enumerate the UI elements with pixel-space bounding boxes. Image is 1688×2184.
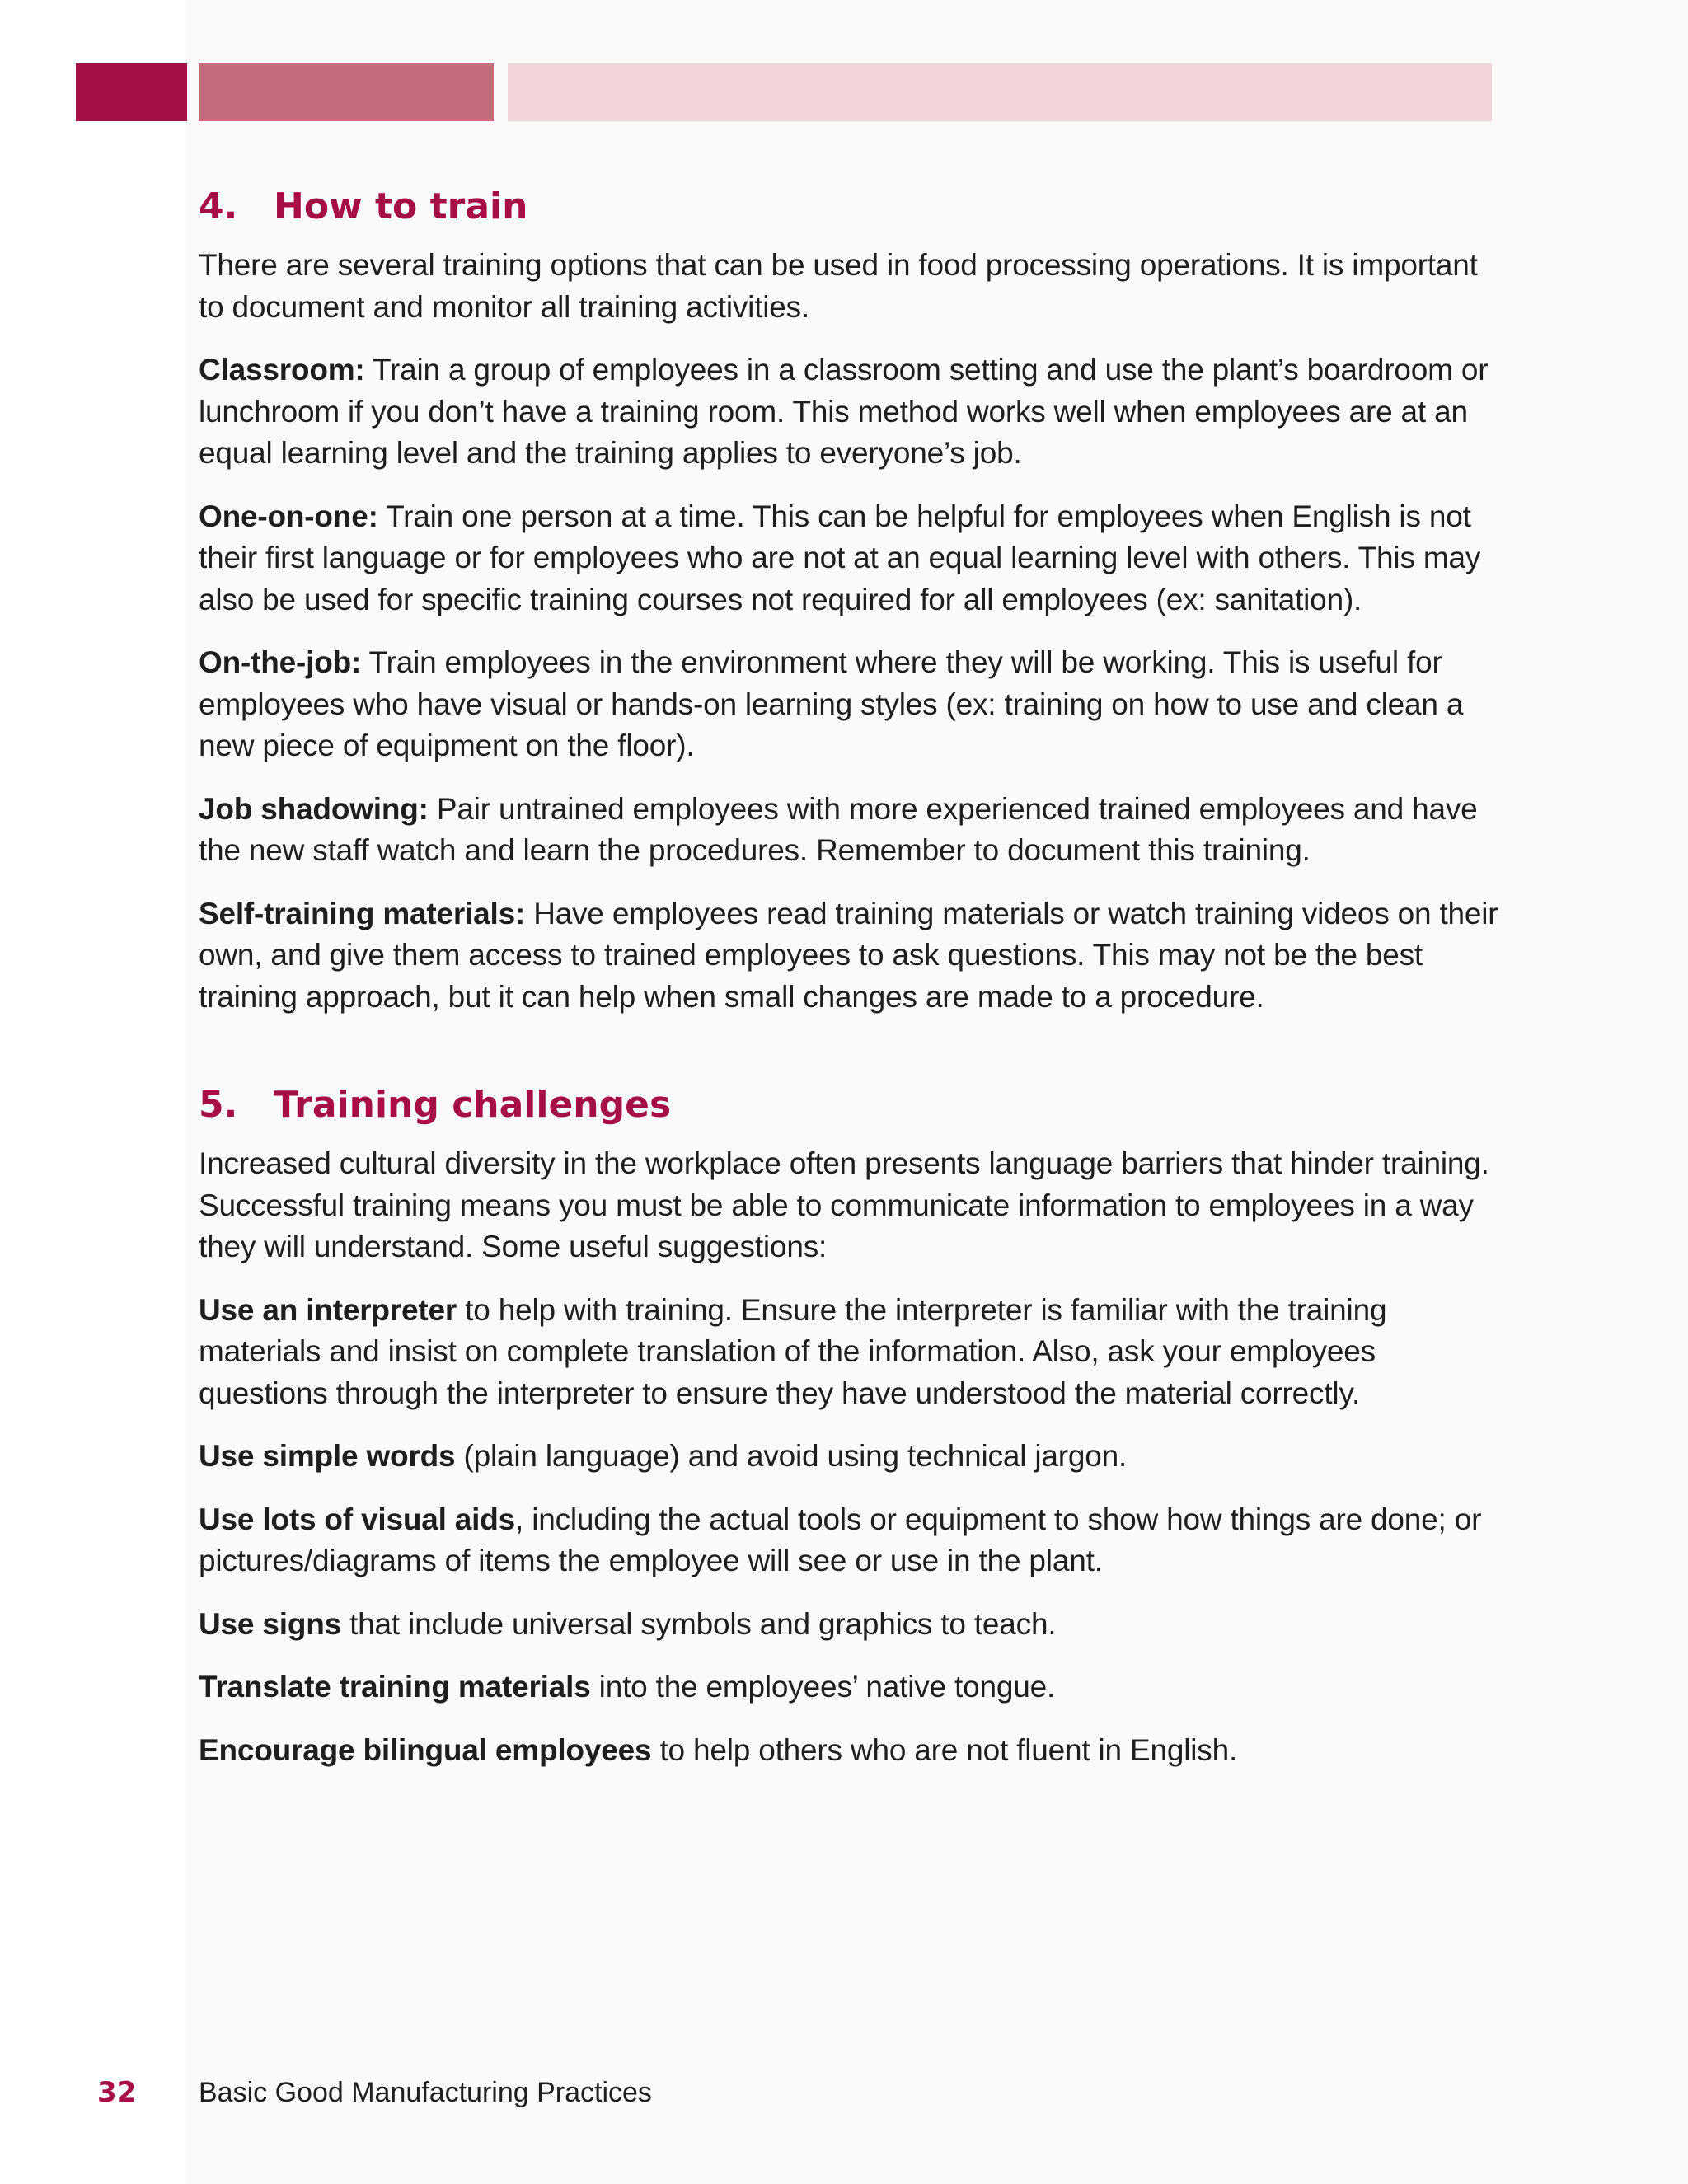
suggestion-description: , including the actual tools or equipment to show how things are done; or pictures/diagrams of items the employee will see or use in the plant. [199, 1502, 1482, 1577]
training-option-classroom [199, 349, 1501, 475]
suggestion-term: Translate training materials [199, 1670, 591, 1704]
option-description: Have employees read training materials or watch training videos on their own, and give them access to trained employees to ask questions. This may not be the best training approach, but it can help when small changes are made to a procedure. [199, 896, 1498, 1014]
option-description: Train a group of employees in a classroom setting and use the plant’s boardroom or lunchroom if you don’t have a training room. This method works well when employees are at an equal learning level and the training applies to everyone’s job. [199, 353, 1489, 470]
page-number: 32 [97, 2076, 137, 2109]
option-term: One-on-one: [199, 499, 378, 533]
suggestion-use-signs [199, 1604, 1501, 1646]
header-accent-bar-medium [199, 63, 494, 121]
section-number: 4. [199, 185, 238, 227]
option-term: On-the-job: [199, 645, 362, 679]
suggestion-term: Use signs [199, 1606, 341, 1641]
suggestion-term: Encourage bilingual employees [199, 1732, 652, 1767]
option-description: Train one person at a time. This can be helpful for employees when English is not their first language or for employees who are not at an equal learning level with others. This may also be used for specific training courses not required for all employees (ex: sanitation). [199, 499, 1481, 616]
suggestion-simple-words [199, 1436, 1501, 1478]
suggestion-translate-materials [199, 1666, 1501, 1708]
suggestion-term: Use an interpreter [199, 1292, 457, 1327]
section-intro-paragraph: Increased cultural diversity in the workplace often presents language barriers that hinder training. Successful training means you must be able to communicate information to employees in a way they will understand. Some useful suggestions: [199, 1146, 1489, 1263]
suggestion-visual-aids [199, 1499, 1501, 1582]
header-accent-bar-dark [76, 63, 187, 121]
section-number: 5. [199, 1084, 238, 1126]
suggestion-use-interpreter [199, 1290, 1501, 1415]
option-term: Job shadowing: [199, 791, 429, 826]
section-heading-how-to-train [199, 184, 1501, 230]
option-description: Train employees in the environment where they will be working. This is useful for employees who have visual or hands-on learning styles (ex: training on how to use and clean a new piece of equipment on the floor). [199, 645, 1464, 762]
training-option-job-shadowing [199, 789, 1501, 872]
suggestion-term: Use lots of visual aids [199, 1502, 516, 1536]
page-content [199, 184, 1501, 1793]
suggestion-description: into the employees’ native tongue. [590, 1670, 1056, 1704]
option-term: Self-training materials: [199, 896, 526, 930]
suggestion-bilingual-employees [199, 1730, 1501, 1772]
suggestion-description: to help others who are not fluent in English. [651, 1732, 1238, 1767]
suggestion-description: that include universal symbols and graphics to teach. [341, 1606, 1057, 1641]
suggestion-description: (plain language) and avoid using technical jargon. [455, 1439, 1128, 1473]
suggestion-description: to help with training. Ensure the interpreter is familiar with the training materials and insist on complete translation of the information. Also, ask your employees questions through the interpreter to ensure they have understood the material correctly. [199, 1292, 1387, 1410]
suggestion-term: Use simple words [199, 1439, 456, 1473]
footer-document-title: Basic Good Manufacturing Practices [199, 2077, 652, 2108]
section-heading-training-challenges [199, 1082, 1501, 1128]
section-title: How to train [274, 185, 528, 227]
training-option-on-the-job [199, 642, 1501, 767]
option-description: Pair untrained employees with more experienced trained employees and have the new staff watch and learn the procedures. Remember to document this training. [199, 791, 1478, 867]
section-intro-paragraph: There are several training options that can be used in food processing operations. It is important to document and monitor all training activities. [199, 248, 1478, 324]
training-option-self-training [199, 893, 1501, 1019]
option-term: Classroom: [199, 353, 365, 387]
training-option-one-on-one [199, 496, 1501, 621]
header-accent-bar-light [508, 63, 1492, 121]
section-title: Training challenges [274, 1084, 672, 1126]
